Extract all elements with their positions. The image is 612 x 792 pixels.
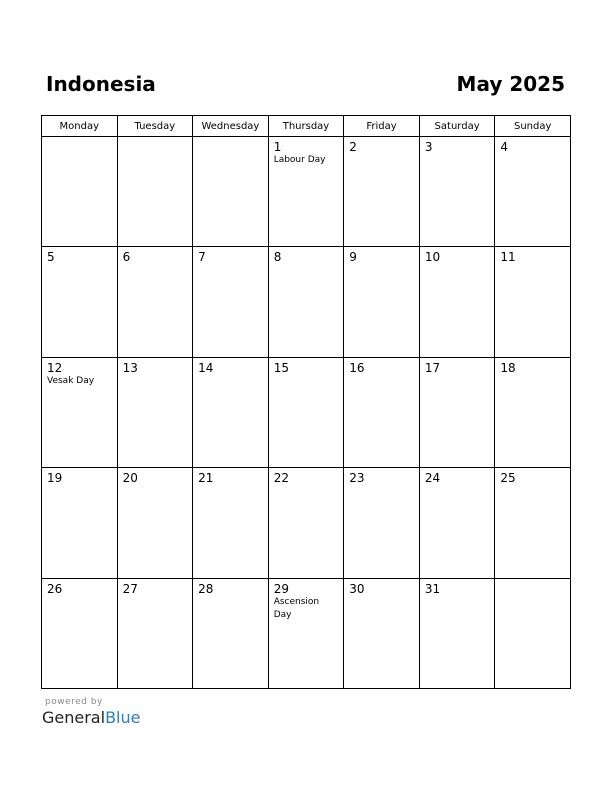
weekday-header: Friday [344, 116, 420, 137]
day-cell [344, 357, 420, 467]
day-cell [344, 468, 420, 578]
day-number: 18 [500, 360, 516, 375]
day-cell [117, 137, 193, 247]
day-number: 16 [349, 360, 365, 375]
day-cell [419, 357, 495, 467]
day-cell [268, 357, 344, 467]
day-number [42, 137, 117, 140]
weekday-header: Monday [42, 116, 118, 137]
day-number: 23 [349, 471, 365, 486]
day-number: 29 [273, 581, 289, 596]
day-cell [117, 468, 193, 578]
day-cell [344, 578, 420, 688]
day-number: 21 [198, 471, 214, 486]
day-cell [193, 468, 269, 578]
day-number: 27 [122, 581, 138, 596]
day-number [118, 137, 193, 140]
day-number: 12 [47, 360, 63, 375]
day-number: 30 [349, 581, 365, 596]
weekday-header: Thursday [268, 116, 344, 137]
day-number: 22 [273, 471, 289, 486]
week-row [42, 357, 571, 467]
day-number: 6 [122, 250, 131, 265]
day-number: 2 [349, 140, 357, 154]
day-cell [193, 357, 269, 467]
holiday-label: Ascension Day [273, 596, 320, 620]
powered-by-text: powered by [45, 697, 103, 707]
week-row [42, 137, 571, 247]
day-number [495, 579, 570, 582]
day-number: 31 [424, 581, 441, 596]
day-cell [193, 578, 269, 688]
day-number: 3 [424, 140, 433, 154]
day-cell [42, 468, 118, 578]
day-cell [268, 247, 344, 357]
day-cell [495, 357, 571, 467]
day-cell [193, 247, 269, 357]
day-cell [42, 137, 118, 247]
day-cell [42, 247, 118, 357]
weekday-header: Wednesday [193, 116, 269, 137]
day-cell [117, 357, 193, 467]
day-cell [419, 468, 495, 578]
week-row [42, 578, 571, 688]
day-number: 26 [47, 581, 63, 596]
generalblue-logo[interactable] [42, 708, 140, 728]
day-number: 15 [273, 360, 289, 375]
logo-general-text: General [42, 708, 106, 727]
day-cell [419, 137, 495, 247]
day-number: 1 [273, 140, 282, 154]
day-number: 13 [122, 360, 138, 375]
day-number: 19 [47, 471, 63, 486]
day-number: 7 [198, 250, 206, 265]
day-number: 24 [424, 471, 441, 486]
holiday-label: Labour Day [273, 155, 326, 165]
day-cell [495, 137, 571, 247]
day-cell [495, 247, 571, 357]
day-cell [42, 578, 118, 688]
calendar-grid [41, 115, 571, 689]
weekday-header: Tuesday [117, 116, 193, 137]
day-number: 28 [198, 581, 214, 596]
day-cell [495, 468, 571, 578]
month-year-title: May 2025 [456, 72, 565, 96]
day-number: 4 [500, 140, 509, 154]
country-title: Indonesia [46, 72, 156, 96]
day-number: 25 [500, 471, 516, 486]
day-number: 9 [349, 250, 357, 265]
weekday-header: Saturday [419, 116, 495, 137]
day-number: 8 [273, 250, 282, 265]
day-cell [268, 137, 344, 247]
day-cell [495, 578, 571, 688]
day-number: 11 [500, 250, 516, 265]
logo-blue-text: Blue [105, 708, 141, 727]
day-cell [419, 247, 495, 357]
weekday-header-row [42, 116, 571, 137]
day-number: 20 [122, 471, 138, 486]
day-cell [268, 468, 344, 578]
weekday-header: Sunday [495, 116, 571, 137]
holiday-label: Vesak Day [47, 375, 95, 386]
day-cell [344, 247, 420, 357]
week-row [42, 468, 571, 578]
day-cell [344, 137, 420, 247]
day-cell [42, 357, 118, 467]
week-row [42, 247, 571, 357]
day-cell [268, 578, 344, 688]
day-cell [193, 137, 269, 247]
day-cell [117, 578, 193, 688]
day-number: 17 [424, 360, 441, 375]
day-number: 5 [47, 250, 55, 265]
day-number: 10 [424, 250, 441, 265]
day-cell [419, 578, 495, 688]
day-number: 14 [198, 360, 214, 375]
day-number [193, 137, 268, 140]
day-cell [117, 247, 193, 357]
